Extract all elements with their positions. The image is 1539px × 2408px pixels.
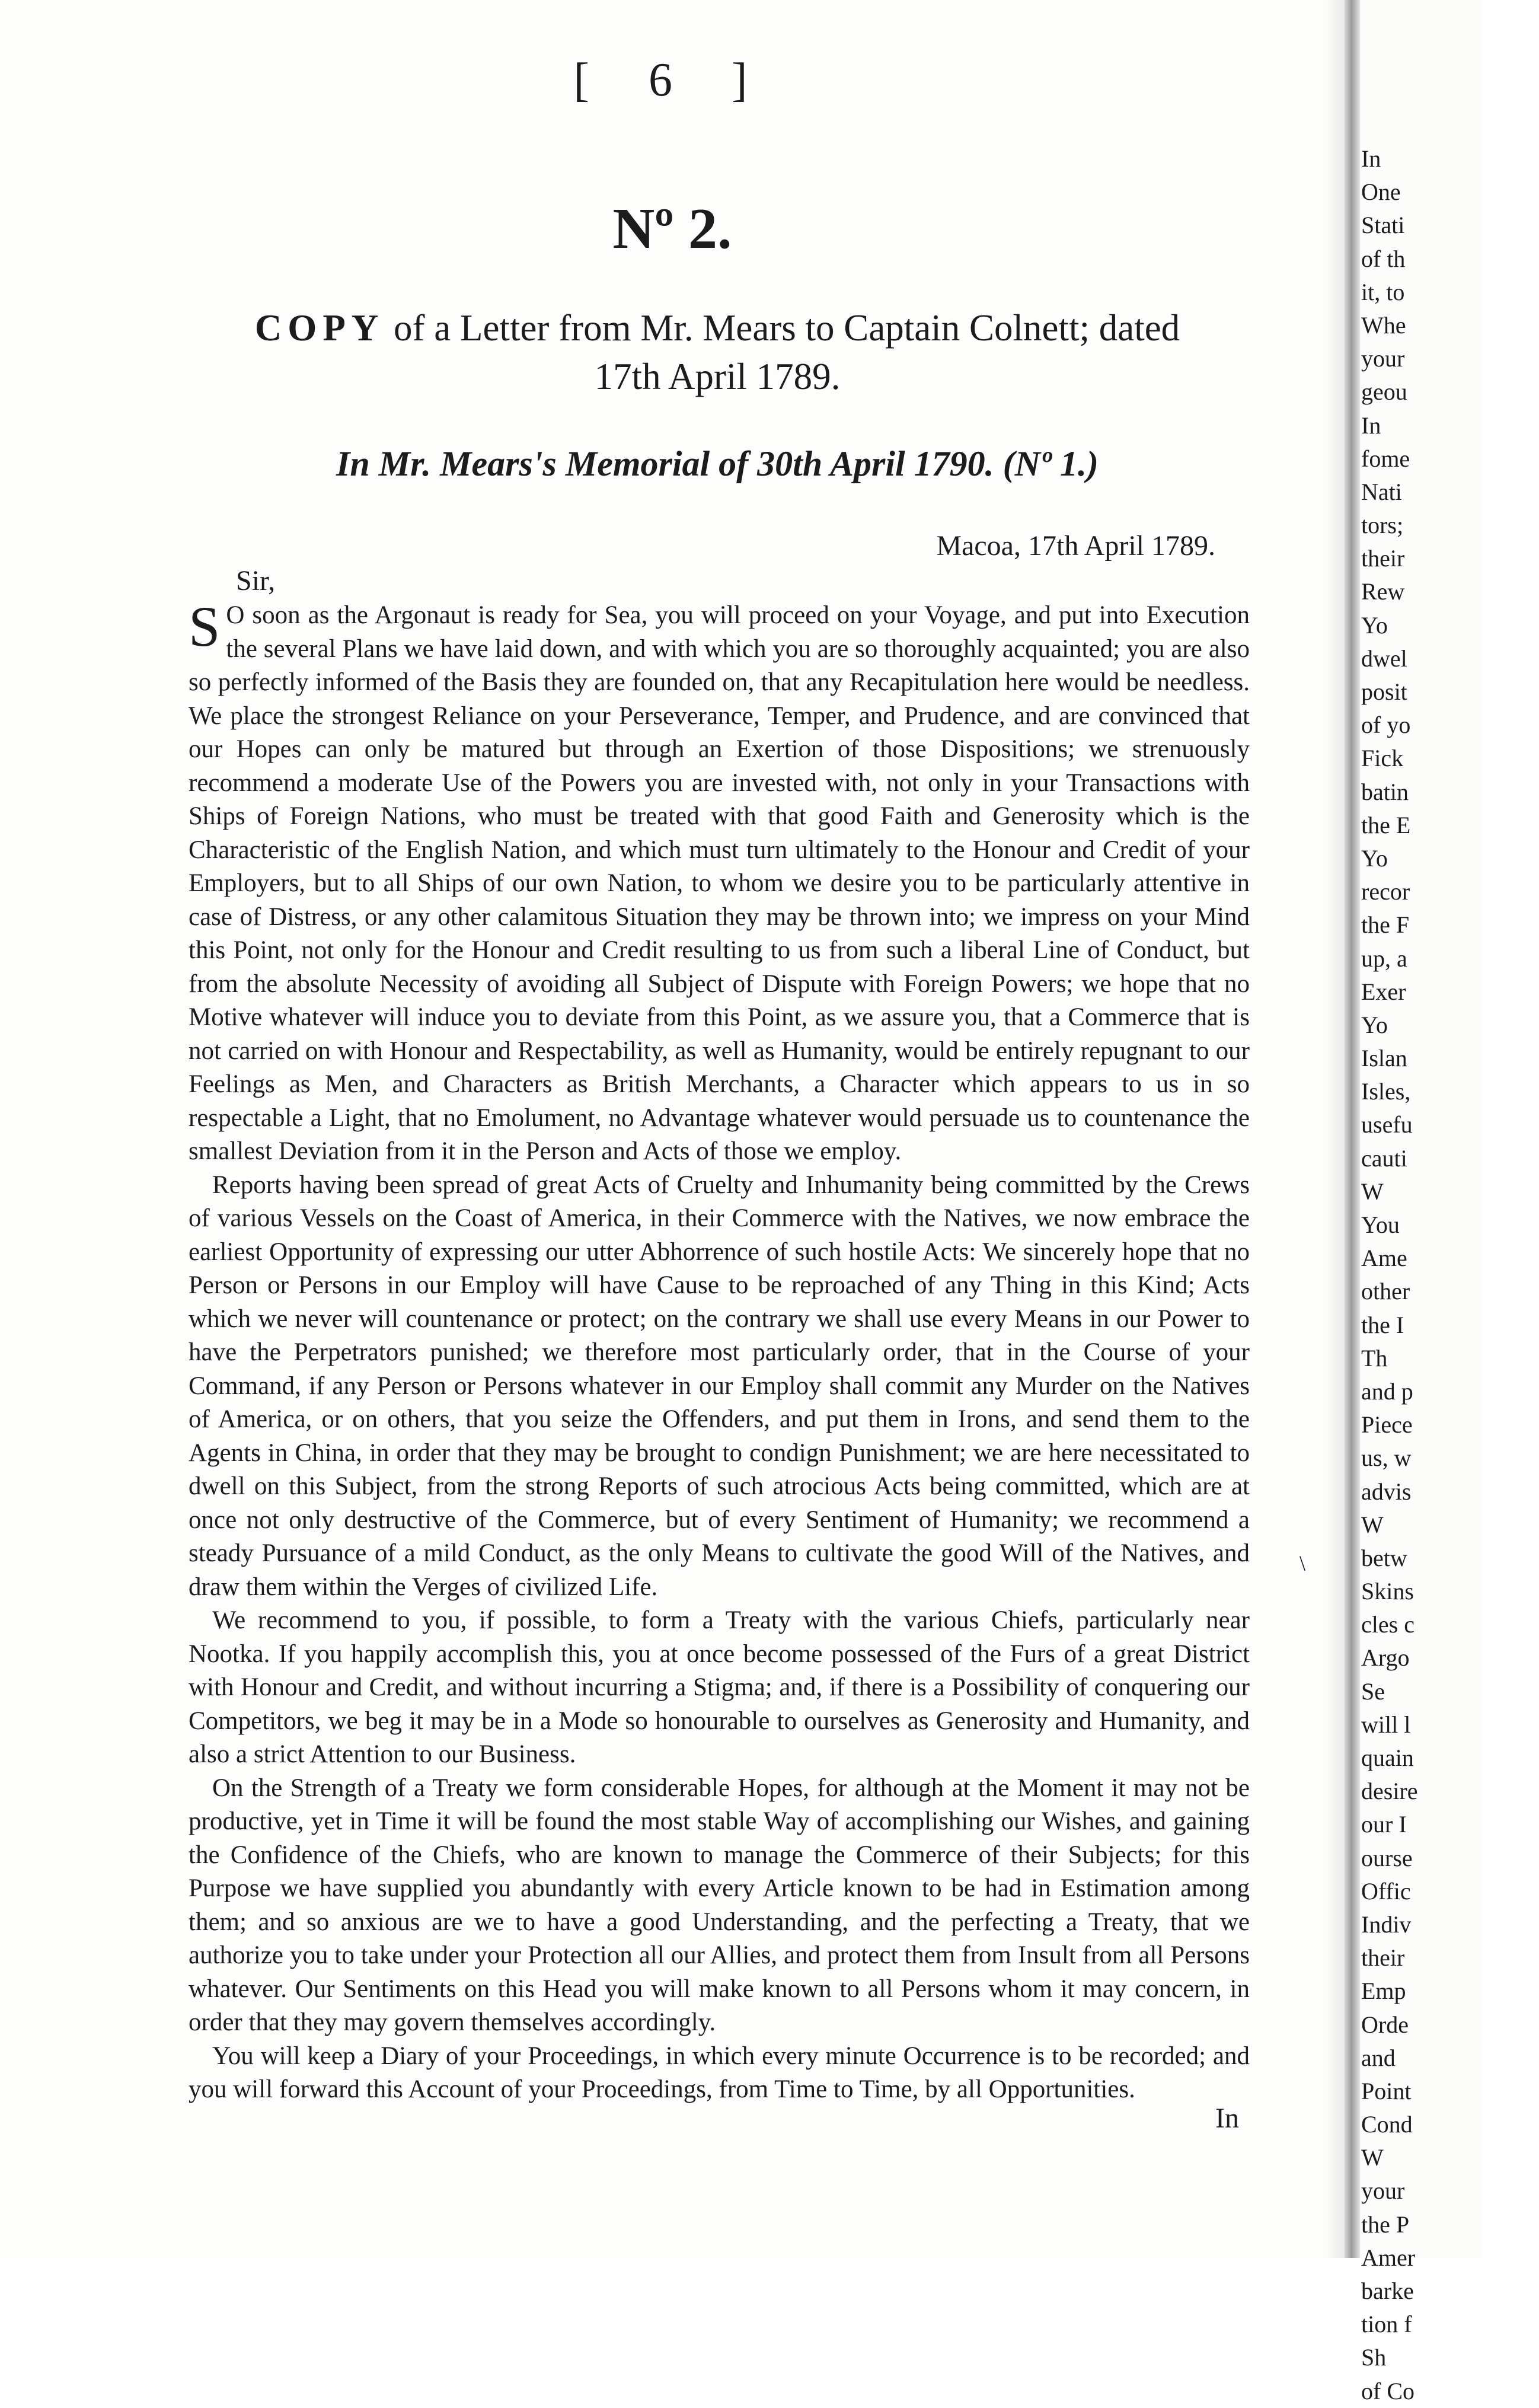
next-page-line-fragment: our I <box>1361 1811 1407 1838</box>
next-page-line-fragment: ourse <box>1361 1844 1413 1871</box>
heading-line-2: 17th April 1789. <box>594 356 841 397</box>
next-page-line-fragment: Th <box>1361 1344 1388 1372</box>
next-page-line-fragment: your <box>1361 345 1405 372</box>
next-page-line-fragment: barke <box>1361 2278 1414 2304</box>
next-page-line-fragment: Piece <box>1361 1411 1413 1439</box>
book-spine <box>1345 0 1360 2258</box>
next-page-line-fragment: Sh <box>1361 2344 1387 2371</box>
next-page-line-fragment: Whe <box>1361 311 1406 339</box>
paragraph-4: On the Strength of a Treaty we form considerable Hopes, for although at the Moment it may not be productive, yet in Time it will be found the most stable Way of accomplishing our Wishes, and gaining the Confidence of the Chiefs, who are known to manage the Commerce of their Subjects; for this Purpose we have supplied you abundantly with every Article known to be had in Estimation among them; and so anxious are we to have a good Understanding, and the perfecting a Treaty, that we authorize you to take under your Protection all our Allies, and protect them from Insult from all Persons whatever. Our Sentiments on this Head you will make known to all Persons whom it may concern, in order that they may govern themselves accordingly. <box>189 1774 1250 2036</box>
next-page-line-fragment: advis <box>1361 1478 1412 1505</box>
next-page-line-fragment: Yo <box>1361 611 1388 639</box>
next-page-line-fragment: your <box>1361 2177 1405 2205</box>
next-page-line-fragment: usefu <box>1361 1111 1413 1138</box>
next-page-line-fragment: Skins <box>1361 1578 1414 1605</box>
next-page-line-fragment: of Co <box>1361 2377 1415 2404</box>
next-page-line-fragment: Stati <box>1361 212 1405 239</box>
next-page-line-fragment: Ame <box>1361 1245 1407 1272</box>
next-page-line-fragment: the I <box>1361 1311 1404 1338</box>
next-page-line-fragment: Fick <box>1361 745 1404 772</box>
letter-dateline: Macoa, 17th April 1789. <box>936 530 1215 562</box>
next-page-line-fragment: recor <box>1361 878 1410 905</box>
next-page-line-fragment: Offic <box>1361 1877 1411 1905</box>
next-page-text-fragments <box>1361 142 1539 2408</box>
next-page-line-fragment: tion f <box>1361 2311 1412 2338</box>
next-page-line-fragment: Point <box>1361 2077 1412 2104</box>
letter-body <box>189 595 1250 2107</box>
next-page-line-fragment: cles c <box>1361 1611 1415 1638</box>
next-page-line-fragment: You <box>1361 1211 1400 1238</box>
next-page-line-fragment: Argo <box>1361 1644 1410 1672</box>
next-page-line-fragment: up, a <box>1361 945 1407 972</box>
next-page-line-fragment: the P <box>1361 2211 1410 2238</box>
paragraph-text: O soon as the Argonaut is ready for Sea, you will proceed on your Voyage, and put into Execution the several Plans we have laid down, and with which you are so thoroughly acquainted; you are also so perfectly informed of the Basis they are founded on, that any Recapitulation here would be needless. We place the strongest Reliance on your Perseverance, Temper, and Prudence, and are convinced that our Hopes can only be matured but through an Exertion of those Dispositions; we strenuously recommend a moderate Use of the Powers you are invested with, not only in your Transactions with Ships of Foreign Nations, who must be treated with that good Faith and Generosity which is the Characteristic of the English Nation, and which must turn ultimately to the Honour and Credit of your Employers, but to all Ships of our own Nation, to whom we desire you to be particularly attentive in case of Distress, or any other calamitous Situation they may be thrown into; we impress on your Mind this Point, not only for the Honour and Credit resulting to us from such a liberal Line of Conduct, but from the absolute Necessity of avoiding all Subject of Dispute with Foreign Powers; we hope that no Motive whatever will induce you to deviate from this Point, as we assure you, that a Commerce that is not carried on with Honour and Respectability, as well as Humanity, would be entirely repugnant to our Feelings as Men, and Characters as British Merchants, a Character which appears to us in so respectable a Light, that no Emolument, no Advantage whatever would persuade us to countenance the smallest Deviation from it in the Person and Acts of those we employ. <box>189 601 1250 1165</box>
next-page-line-fragment: fome <box>1361 445 1410 472</box>
catchword: In <box>1215 2103 1239 2134</box>
next-page-line-fragment: and <box>1361 2044 1396 2071</box>
next-page-line-fragment: Emp <box>1361 1978 1406 2005</box>
heading-line-1: of a Letter from Mr. Mears to Captain Colnett; dated <box>394 307 1180 349</box>
next-page-line-fragment: us, w <box>1361 1444 1412 1472</box>
next-page-line-fragment: betw <box>1361 1544 1407 1571</box>
next-page-line-fragment: will l <box>1361 1711 1411 1738</box>
next-page-line-fragment: Rew <box>1361 578 1405 605</box>
next-page-line-fragment: Nati <box>1361 478 1402 505</box>
next-page-line-fragment: tors; <box>1361 512 1404 539</box>
next-page-line-fragment: Indiv <box>1361 1911 1412 1938</box>
next-page-line-fragment: Amer <box>1361 2244 1416 2271</box>
next-page-line-fragment: Isles, <box>1361 1078 1411 1105</box>
paragraph-3: We recommend to you, if possible, to form a Treaty with the various Chiefs, particularly near Nootka. If you happily accomplish this, you at once become possessed of the Furs of a great District with Honour and Credit, and without incurring a Stigma; and, if there is a Possibility of conquering our Competitors, we beg it may be in a Mode so honourable to ourselves as Generosity and Humanity, and also a strict Attention to our Business. <box>189 1606 1250 1768</box>
next-page-line-fragment: other <box>1361 1278 1410 1305</box>
next-page-line-fragment: quain <box>1361 1744 1414 1771</box>
next-page-line-fragment: dwel <box>1361 645 1407 672</box>
next-page-line-fragment: Cond <box>1361 2111 1413 2138</box>
next-page-line-fragment: posit <box>1361 678 1407 705</box>
next-page-line-fragment: Exer <box>1361 978 1406 1005</box>
document-number: Nº 2. <box>612 197 732 261</box>
next-page-line-fragment: it, to <box>1361 278 1405 305</box>
next-page-line-fragment: In <box>1361 145 1381 172</box>
next-page-line-fragment: the E <box>1361 811 1411 838</box>
next-page-line-fragment: and p <box>1361 1377 1413 1405</box>
letter-salutation: Sir, <box>236 565 276 597</box>
next-page-line-fragment: W <box>1361 1511 1384 1538</box>
next-page-line-fragment: cauti <box>1361 1144 1407 1172</box>
next-page-line-fragment: W <box>1361 1178 1384 1205</box>
next-page-line-fragment: desire <box>1361 1778 1418 1805</box>
next-page-line-fragment: their <box>1361 1944 1405 1972</box>
next-page-line-fragment: In <box>1361 412 1381 439</box>
memorial-reference: In Mr. Mears's Memorial of 30th April 1790. (Nº 1.) <box>336 444 1099 483</box>
next-page-line-fragment: of th <box>1361 245 1406 272</box>
drop-cap: S <box>189 595 221 658</box>
next-page-line-fragment: their <box>1361 545 1405 572</box>
heading-copy-word: COPY <box>254 307 385 349</box>
letter-heading <box>178 304 1257 401</box>
paragraph-2: Reports having been spread of great Acts of Cruelty and Inhumanity being committed by the Crews of various Vessels on the Coast of America, in their Commerce with the Natives, we now embrace the earliest Opportunity of expressing our utter Abhorrence of such hostile Acts: We sincerely hope that no Person or Persons in our Employ will have Cause to be reproached of any Thing in this Kind; Acts which we never will countenance or protect; on the contrary we shall use every Means in our Power to have the Perpetrators punished; we therefore most particularly order, that in the Course of your Command, if any Person or Persons whatever in our Employ shall commit any Murder on the Natives of America, or on others, that you seize the Offenders, and put them in Irons, and send them to the Agents in China, in order that they may be brought to condign Punishment; we are here necessitated to dwell on this Subject, from the strong Reports of such atrocious Acts being committed, which are at once not only destructive of the Commerce, but of every Sentiment of Humanity; we recommend a steady Pursuance of a mild Conduct, as the only Means to cultivate the good Will of the Natives, and draw them within the Verges of civilized Life. <box>189 1170 1250 1601</box>
next-page-line-fragment: of yo <box>1361 712 1411 739</box>
next-page-line-fragment: Yo <box>1361 844 1388 872</box>
next-page-line-fragment: the F <box>1361 911 1410 939</box>
next-page-line-fragment: W <box>1361 2144 1384 2171</box>
page-number: [ 6 ] <box>573 54 771 106</box>
paragraph-5: You will keep a Diary of your Proceedings, in which every minute Occurrence is to be recorded; and you will forward this Account of your Proceedings, from Time to Time, by all Opportunities. <box>189 2042 1250 2103</box>
next-page-line-fragment: Islan <box>1361 1045 1407 1072</box>
next-page-line-fragment: Yo <box>1361 1011 1388 1038</box>
paragraph-1 <box>189 595 1250 1169</box>
margin-mark: \ <box>1299 1551 1306 1575</box>
right-page-fragment <box>1360 0 1482 2404</box>
next-page-line-fragment: geou <box>1361 378 1407 406</box>
next-page-line-fragment: Se <box>1361 1677 1385 1705</box>
next-page-line-fragment: batin <box>1361 778 1409 805</box>
next-page-line-fragment: One <box>1361 178 1401 206</box>
gutter-shadow <box>1326 0 1345 2258</box>
next-page-line-fragment: Orde <box>1361 2011 1409 2038</box>
